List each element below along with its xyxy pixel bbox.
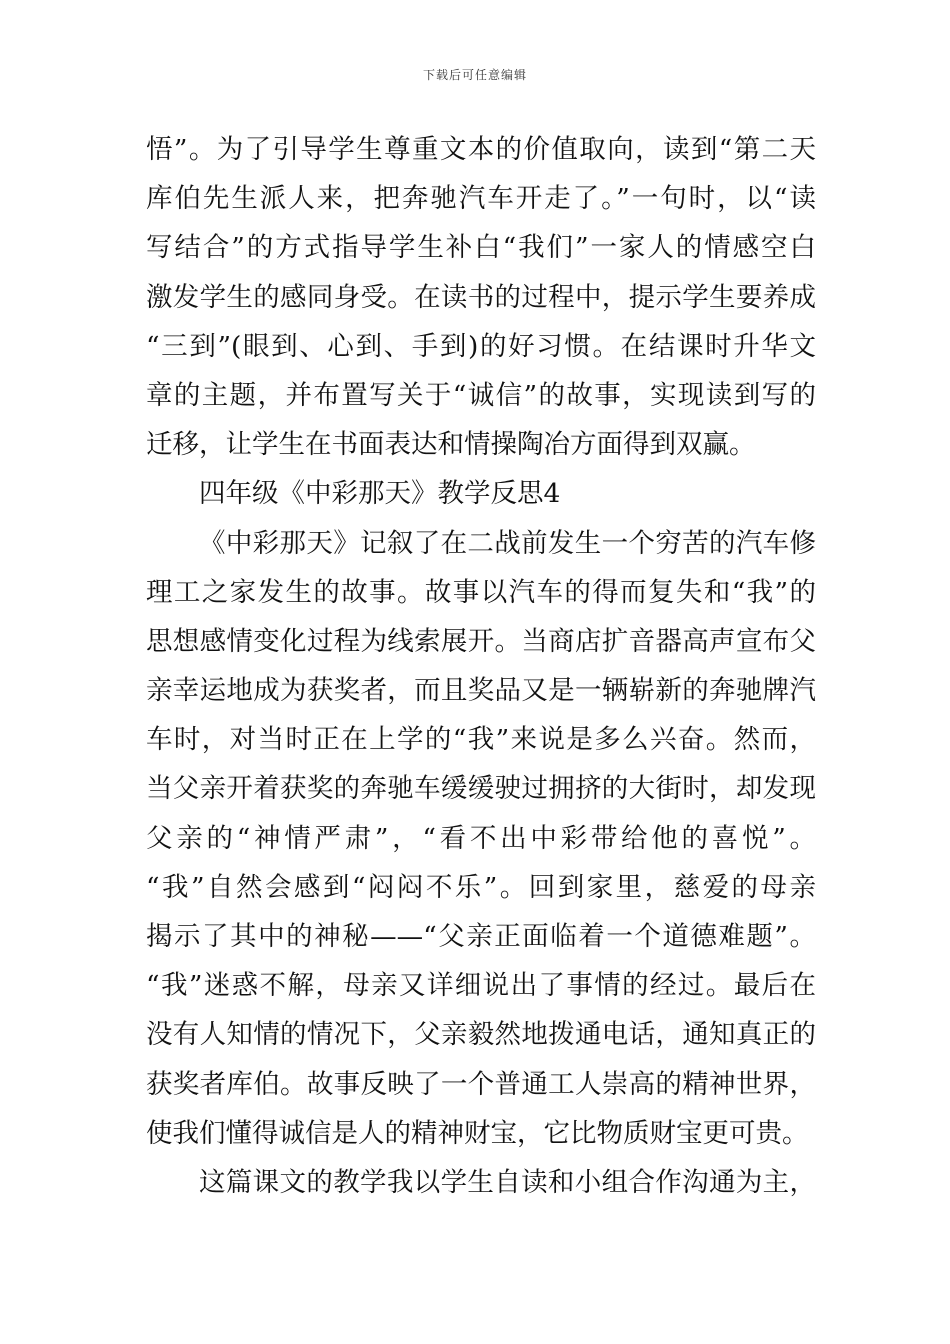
paragraph-line: 揭示了其中的神秘——“父亲正面临着一个道德难题”。 [146,921,816,952]
paragraph-line: 没有人知情的情况下，父亲毅然地拨通电话，通知真正的 [146,1019,816,1051]
header-note: 下载后可任意编辑 [422,68,527,82]
paragraph-line: 车时，对当时正在上学的“我”来说是多么兴奋。然而， [146,724,816,756]
paragraph-line: 章的主题，并布置写关于“诚信”的故事，实现读到写的 [146,379,816,411]
paragraph-line: 使我们懂得诚信是人的精神财宝，它比物质财宝更可贵。 [146,1117,809,1149]
paragraph-line: 获奖者库伯。故事反映了一个普通工人崇高的精神世界， [146,1068,816,1100]
paragraph-line: “我”自然会感到“闷闷不乐”。回到家里，慈爱的母亲 [146,871,816,903]
section-heading: 四年级《中彩那天》教学反思4 [199,478,561,510]
paragraph-line: 当父亲开着获奖的奔驰车缓缓驶过拥挤的大街时，却发现 [146,773,816,805]
paragraph-line: 迁移，让学生在书面表达和情操陶冶方面得到双赢。 [146,429,756,461]
paragraph-line: 理工之家发生的故事。故事以汽车的得而复失和“我”的 [146,576,816,608]
paragraph-line: 这篇课文的教学我以学生自读和小组合作沟通为主， [199,1166,816,1198]
paragraph-line: 写结合”的方式指导学生补白“我们”一家人的情感空白 [146,232,816,264]
body-text [146,125,816,1207]
paragraph-line: 激发学生的感同身受。在读书的过程中，提示学生要养成 [146,281,816,313]
paragraph-line: “三到”(眼到、心到、手到)的好习惯。在结课时升华文 [146,330,816,362]
paragraph-line: 父亲的“神情严肃”，“看不出中彩带给他的喜悦”。 [146,822,816,854]
paragraph-line: 思想感情变化过程为线索展开。当商店扩音器高声宣布父 [146,625,816,657]
paragraph-line: 库伯先生派人来，把奔驰汽车开走了。”一句时，以“读 [146,183,816,215]
paragraph-line: 《中彩那天》记叙了在二战前发生一个穷苦的汽车修 [199,527,816,559]
paragraph-line: 悟”。为了引导学生尊重文本的价值取向，读到“第二天 [146,134,816,165]
paragraph-line: “我”迷惑不解，母亲又详细说出了事情的经过。最后在 [146,970,816,1002]
paragraph-line: 亲幸运地成为获奖者，而且奖品又是一辆崭新的奔驰牌汽 [146,675,816,707]
